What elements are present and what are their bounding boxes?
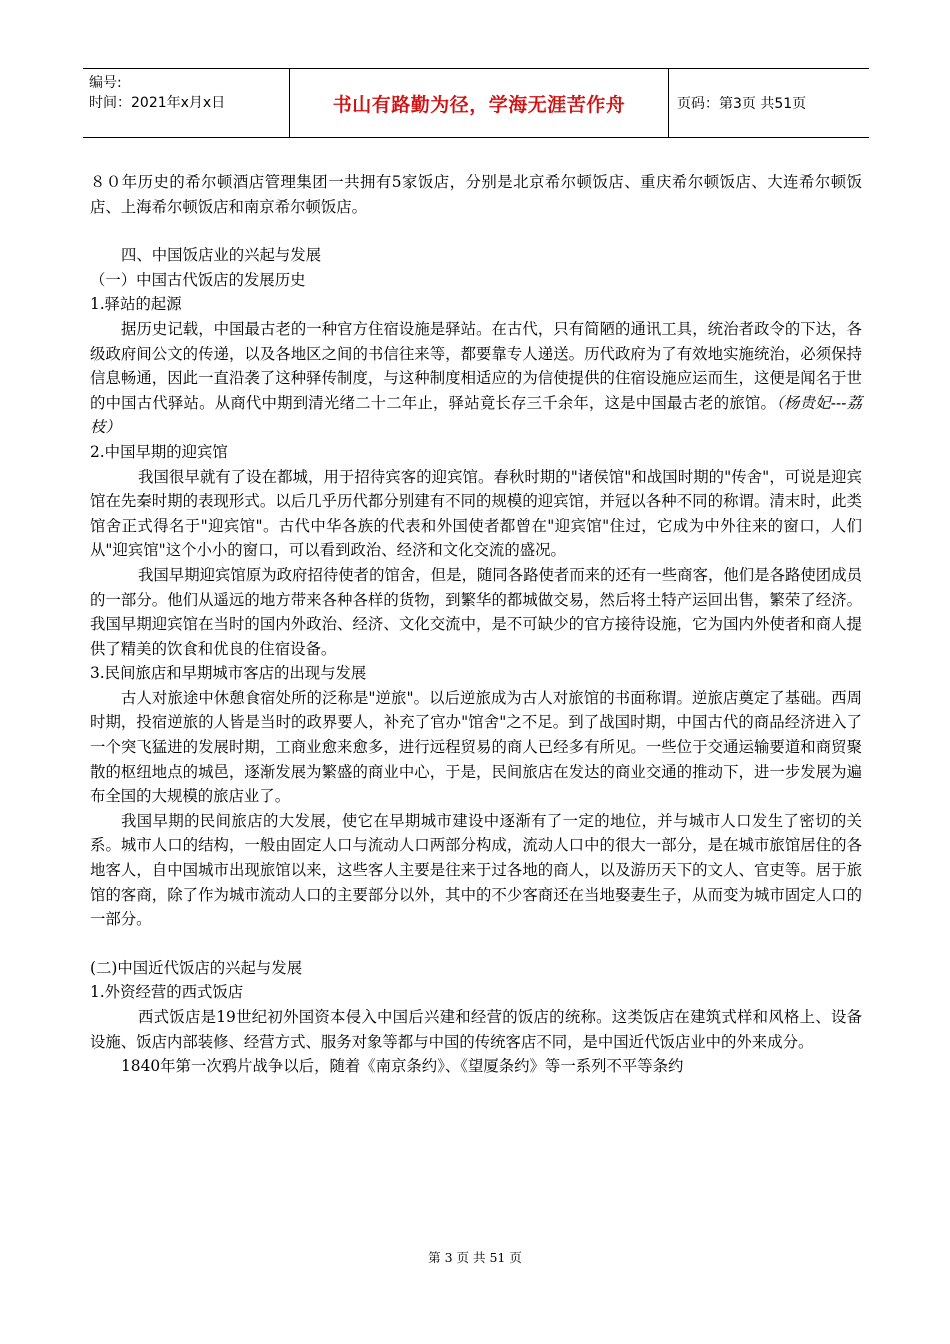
item-heading: 2.中国早期的迎宾馆 xyxy=(90,442,228,461)
section-heading: 四、中国饭店业的兴起与发展 xyxy=(121,246,322,265)
paragraph: 1840年第一次鸦片战争以后，随着《南京条约》、《望厦条约》等一系列不平等条约 xyxy=(121,1057,684,1076)
header-motto: 书山有路勤为径，学海无涯苦作舟 xyxy=(289,69,669,137)
header-meta xyxy=(83,69,289,137)
page-header xyxy=(83,68,869,138)
paragraph: 我国早期的民间旅店的大发展，使它在早期城市建设中逐渐有了一定的地位，并与城市人口发生了密切的关系。城市人口的结构，一般由固定人口与流动人口两部分构成，流动人口中的很大一部分，是在城市旅馆居住的各地客人，自中国城市出现旅馆以来，这些客人主要是往来于过各地的商人，以及游历天下的文人、官吏等。居于旅馆的客商，除了作为城市流动人口的主要部分以外，其中的不少客商还在当地娶妻生子，从而变为城市固定人口的一部分。 xyxy=(90,811,862,929)
time-label: 时间：2021年x月x日 xyxy=(89,95,226,111)
subsection-heading: (二)中国近代饭店的兴起与发展 xyxy=(90,958,303,977)
paragraph: 西式饭店是19世纪初外国资本侵入中国后兴建和经营的饭店的统称。这类饭店在建筑式样和风格上、设备设施、饭店内部装修、经营方式、服务对象等都与中国的传统客店不同，是中国近代饭店业中的外来成分。 xyxy=(90,1008,862,1051)
item-heading: 1.驿站的起源 xyxy=(90,295,182,314)
page-footer: 第 3 页 共 51 页 xyxy=(428,1250,522,1265)
subsection-heading: （一）中国古代饭店的发展历史 xyxy=(90,270,306,289)
paragraph: 古人对旅途中休憩食宿处所的泛称是"逆旅"。以后逆旅成为古人对旅馆的书面称谓。逆旅店奠定了基础。西周时期，投宿逆旅的人皆是当时的政界要人，补充了官办"馆舍"之不足。到了战国时期，中国古代的商品经济进入了一个突飞猛进的发展时期，工商业愈来愈多，进行远程贸易的商人已经多有所见。一些位于交通运输要道和商贸聚散的枢纽地点的城邑，逐渐发展为繁盛的商业中心，于是，民间旅店在发达的商业交通的推动下，进一步发展为遍布全国的大规模的旅店业了。 xyxy=(90,688,862,806)
italic-note: （杨贵妃---荔枝） xyxy=(90,393,862,437)
header-page-label: 页码：第3页 共51页 xyxy=(677,96,807,112)
paragraph: 我国早期迎宾馆原为政府招待使者的馆舍，但是，随同各路使者而来的还有一些商客，他们是各路使团成员的一部分。他们从遥远的地方带来各种各样的货物，到繁华的都城做交易，然后将土特产运回出售，繁荣了经济。我国早期迎宾馆在当时的国内外政治、经济、文化交流中，是不可缺少的官方接待设施，它为国内外使者和商人提供了精美的饮食和优良的住宿设备。 xyxy=(90,565,862,658)
document-body xyxy=(90,170,862,1079)
paragraph xyxy=(90,317,862,440)
item-heading: 3.民间旅店和早期城市客店的出现与发展 xyxy=(90,664,367,683)
number-label: 编号: xyxy=(89,75,122,91)
paragraph: 我国很早就有了设在都城，用于招待宾客的迎宾馆。春秋时期的"诸侯馆"和战国时期的"传舍"，可说是迎宾馆在先秦时期的表现形式。以后几乎历代都分别建有不同的规模的迎宾馆，并冠以各种不同的称谓。清末时，此类馆舍正式得名于"迎宾馆"。古代中华各族的代表和外国使者都曾在"迎宾馆"住过，它成为中外往来的窗口，人们从"迎宾馆"这个小小的窗口，可以看到政治、经济和文化交流的盛况。 xyxy=(90,467,862,560)
paragraph: ８０年历史的希尔顿酒店管理集团一共拥有5家饭店，分别是北京希尔顿饭店、重庆希尔顿饭店、大连希尔顿饭店、上海希尔顿饭店和南京希尔顿饭店。 xyxy=(90,173,862,216)
item-heading: 1.外资经营的西式饭店 xyxy=(90,983,244,1002)
paragraph-text: 据历史记载，中国最古老的一种官方住宿设施是驿站。在古代，只有简陋的通讯工具，统治者政令的下达，各级政府间公文的传递，以及各地区之间的书信往来等，都要靠专人递送。历代政府为了有效地实施统治，必须保持信息畅通，因此一直沿袭了这种驿传制度，与这种制度相适应的为信使提供的住宿设施应运而生，这便是闻名于世的中国古代驿站。从商代中期到清光绪二十二年止，驿站竟长存三千余年，这是中国最古老的旅馆。 xyxy=(90,319,862,412)
